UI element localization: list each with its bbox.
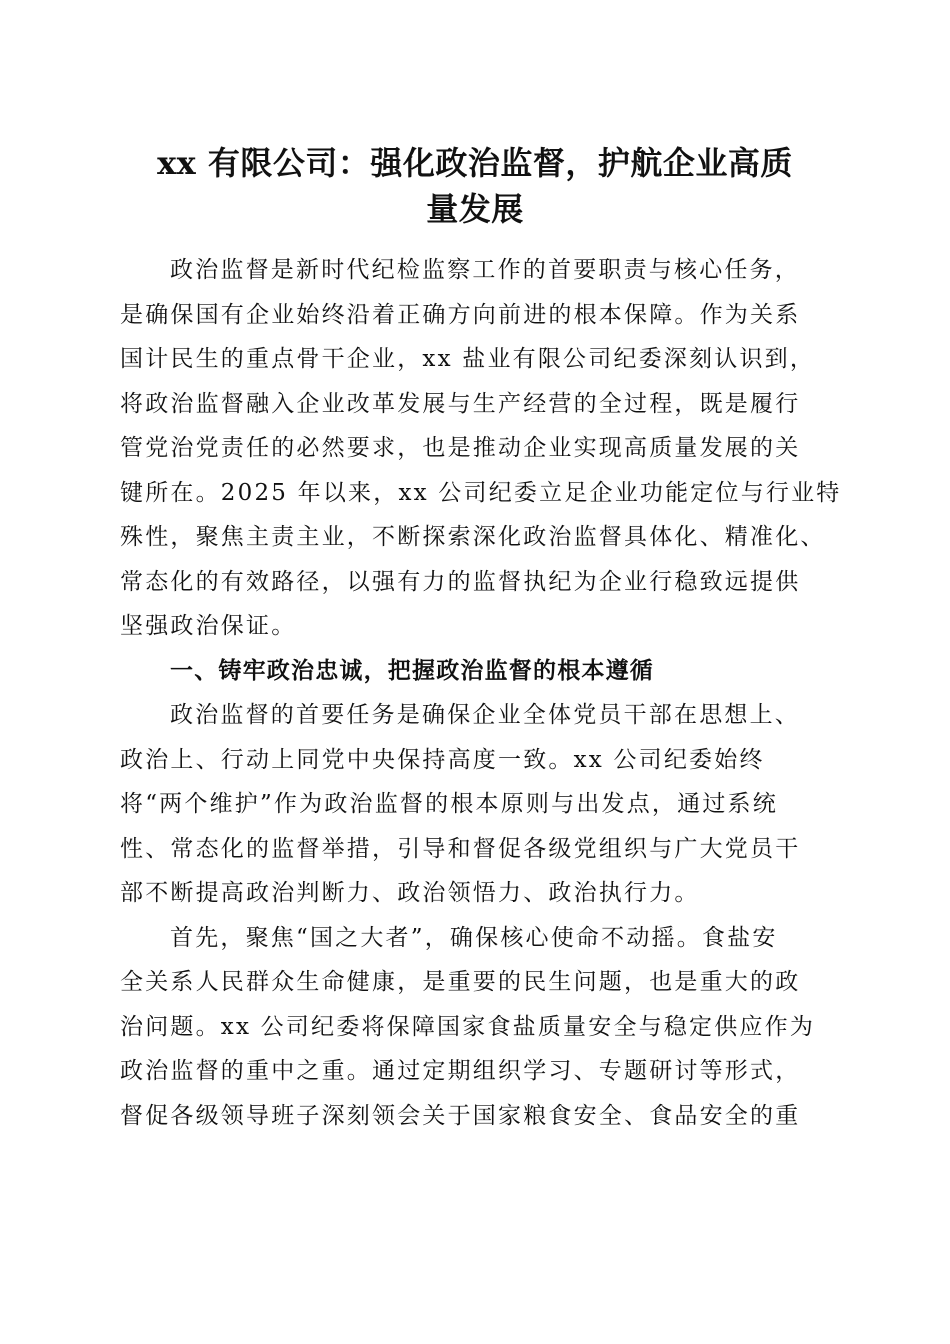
- paragraph-line: 治问题。xx 公司纪委将保障国家食盐质量安全与稳定供应作为: [120, 1013, 816, 1040]
- section-heading: 一、铸牢政治忠诚，把握政治监督的根本遵循: [170, 657, 654, 684]
- paragraph-line: 常态化的有效路径，以强有力的监督执纪为企业行稳致远提供: [120, 568, 801, 595]
- paragraph-line: 政治监督的首要任务是确保企业全体党员干部在思想上、: [170, 702, 800, 728]
- paragraph-line: 政治监督是新时代纪检监察工作的首要职责与核心任务，: [170, 257, 800, 283]
- paragraph-line: 性、常态化的监督举措，引导和督促各级党组织与广大党员干: [120, 835, 801, 862]
- paragraph-line: 首先，聚焦“国之大者”，确保核心使命不动摇。食盐安: [170, 924, 778, 951]
- paragraph-line: 全关系人民群众生命健康，是重要的民生问题，也是重大的政: [120, 969, 801, 995]
- paragraph-line: 部不断提高政治判断力、政治领悟力、政治执行力。: [120, 880, 700, 906]
- title-line-2: 量发展: [426, 190, 524, 228]
- paragraph-line: 坚强政治保证。: [120, 613, 297, 639]
- title-line-1: xx 有限公司：强化政治监督，护航企业高质: [157, 144, 793, 182]
- paragraph-line: 国计民生的重点骨干企业，xx 盐业有限公司纪委深刻认识到，: [120, 346, 816, 372]
- paragraph-line: 督促各级领导班子深刻领会关于国家粮食安全、食品安全的重: [120, 1102, 801, 1129]
- paragraph-line: 将“两个维护”作为政治监督的根本原则与出发点，通过系统: [120, 791, 778, 817]
- document-body: [120, 248, 842, 1138]
- paragraph-line: 政治监督的重中之重。通过定期组织学习、专题研讨等形式，: [120, 1058, 801, 1084]
- paragraph-line: 键所在。2025 年以来，xx 公司纪委立足企业功能定位与行业特: [120, 479, 842, 506]
- paragraph-line: 将政治监督融入企业改革发展与生产经营的全过程，既是履行: [120, 390, 801, 417]
- paragraph-line: 管党治党责任的必然要求，也是推动企业实现高质量发展的关: [120, 435, 801, 461]
- paragraph-line: 政治上、行动上同党中央保持高度一致。xx 公司纪委始终: [120, 746, 765, 773]
- paragraph-line: 殊性，聚焦主责主业，不断探索深化政治监督具体化、精准化、: [120, 524, 826, 550]
- document-title: [100, 140, 850, 232]
- paragraph-line: 是确保国有企业始终沿着正确方向前进的根本保障。作为关系: [120, 301, 801, 328]
